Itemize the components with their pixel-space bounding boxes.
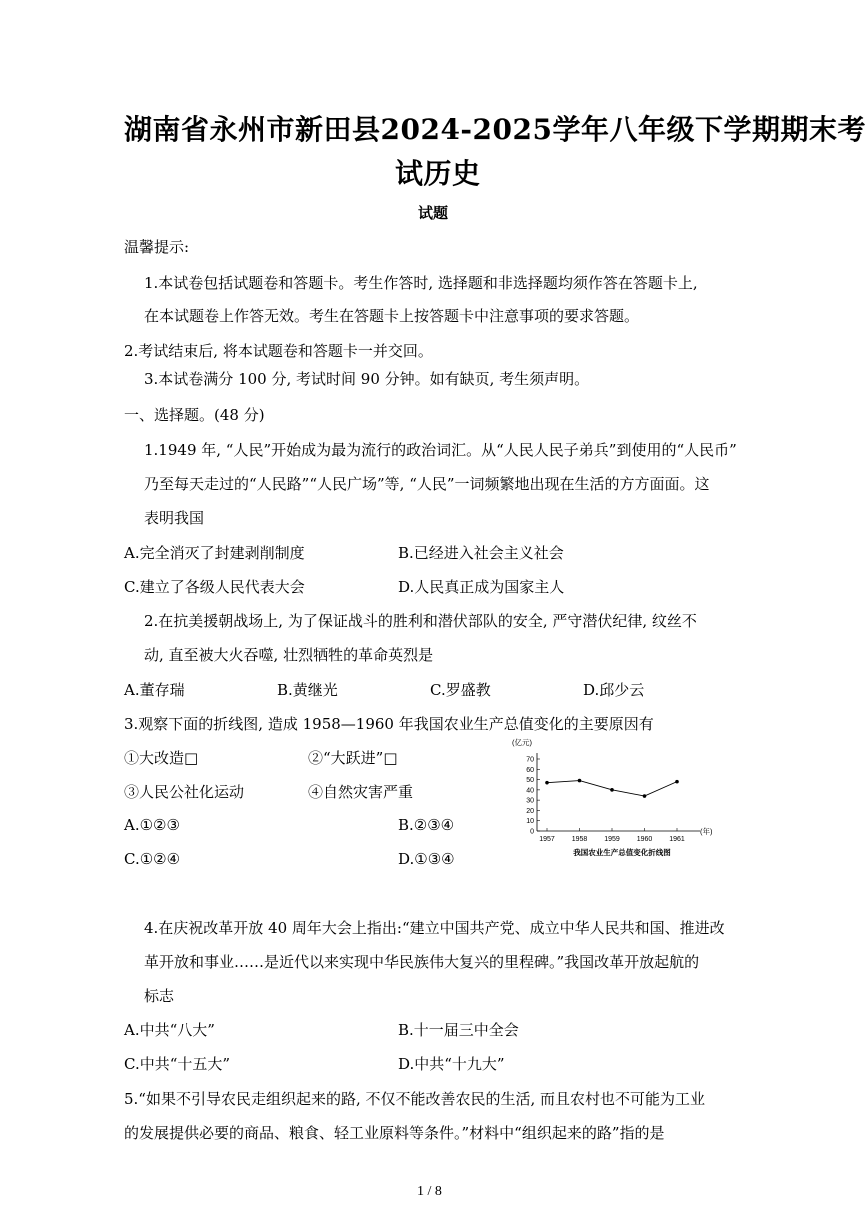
- section-heading: 一、选择题。(48 分): [124, 406, 265, 424]
- page-subtitle: 试题: [418, 204, 449, 222]
- question-1-stem-cont: 乃至每天走过的“人民路”“人民广场”等, “人民”一词频繁地出现在生活的方方面面。这: [144, 475, 710, 493]
- notice-heading: 温馨提示:: [124, 238, 190, 256]
- notice-item-2: 2.考试结束后, 将本试题卷和答题卡一并交回。: [124, 342, 433, 360]
- notice-item-1: 1.本试卷包括试题卷和答题卡。考生作答时, 选择题和非选择题均须作答在答题卡上,: [144, 274, 698, 292]
- chart-x-tick-label: 1961: [669, 836, 685, 843]
- question-3-item-3: ③人民公社化运动: [124, 783, 245, 801]
- question-1-option-d: D.人民真正成为国家主人: [398, 578, 565, 596]
- chart-y-tick-label: 70: [526, 756, 534, 764]
- question-2-stem-cont: 动, 直至被大火吞噬, 壮烈牺牲的革命英烈是: [144, 646, 434, 664]
- chart-y-tick-label: 10: [526, 818, 534, 826]
- question-2-option-c: C.罗盛教: [430, 681, 491, 699]
- question-3-item-2: ②“大跃进”□: [308, 749, 398, 767]
- chart-y-tick-label: 20: [526, 807, 534, 815]
- question-3-item-1: ①大改造□: [124, 749, 199, 767]
- question-3-option-a: A.①②③: [124, 816, 180, 834]
- chart-data-point: [610, 788, 614, 792]
- question-5-stem-cont: 的发展提供必要的商品、粮食、轻工业原料等条件。”材料中“组织起来的路”指的是: [124, 1124, 665, 1142]
- chart-data-point: [643, 794, 647, 798]
- notice-item-1-cont: 在本试题卷上作答无效。考生在答题卡上按答题卡中注意事项的要求答题。: [144, 307, 640, 325]
- chart-y-tick-label: 30: [526, 797, 534, 805]
- question-3-option-c: C.①②④: [124, 850, 181, 868]
- chart-y-unit-label: (亿元): [512, 738, 532, 747]
- chart-y-tick-label: 60: [526, 766, 534, 774]
- page-title-continued: 试历史: [395, 157, 481, 190]
- chart-x-tick-label: 1958: [571, 836, 588, 843]
- chart-data-point: [545, 781, 549, 785]
- page-number: 1 / 8: [417, 1184, 442, 1199]
- question-4-option-b: B.十一届三中全会: [398, 1021, 519, 1039]
- question-2-option-b: B.黄继光: [277, 681, 338, 699]
- question-2-option-a: A.董存瑞: [124, 681, 185, 699]
- question-4-stem-end: 标志: [144, 987, 175, 1005]
- chart-title: 我国农业生产总值变化折线图: [573, 848, 671, 857]
- question-2-option-d: D.邱少云: [583, 681, 645, 699]
- question-3-option-d: D.①③④: [398, 850, 455, 868]
- question-3-stem: 3.观察下面的折线图, 造成 1958—1960 年我国农业生产总值变化的主要原因有: [124, 715, 654, 733]
- question-5-stem: 5.“如果不引导农民走组织起来的路, 不仅不能改善农民的生活, 而且农村也不可能为工业: [124, 1090, 706, 1108]
- question-1-option-a: A.完全消灭了封建剥削制度: [124, 544, 305, 562]
- question-4-stem: 4.在庆祝改革开放 40 周年大会上指出:“建立中国共产党、成立中华人民共和国、推进改: [144, 919, 725, 937]
- page-title: 湖南省永州市新田县2024-2025学年八年级下学期期末考: [124, 113, 866, 146]
- chart-y-tick-label: 50: [526, 777, 534, 785]
- question-3-item-4: ④自然灾害严重: [308, 783, 414, 801]
- question-4-option-c: C.中共“十五大”: [124, 1055, 231, 1073]
- chart-x-unit-label: (年): [700, 827, 713, 836]
- question-1-stem: 1.1949 年, “人民”开始成为最为流行的政治词汇。从“人民人民子弟兵”到使用的“人民币”: [144, 441, 737, 459]
- chart-x-tick-label: 1960: [636, 836, 653, 843]
- agriculture-output-line-chart: [505, 733, 740, 861]
- chart-x-tick-label: 1959: [604, 836, 620, 843]
- chart-y-tick-label: 0: [530, 828, 534, 836]
- chart-x-tick-label: 1957: [539, 836, 555, 843]
- question-4-option-d: D.中共“十九大”: [398, 1055, 505, 1073]
- chart-y-tick-label: 40: [526, 787, 534, 795]
- question-1-option-b: B.已经进入社会主义社会: [398, 544, 564, 562]
- chart-data-point: [578, 779, 582, 783]
- chart-data-point: [675, 780, 679, 784]
- question-4-stem-cont: 革开放和事业……是近代以来实现中华民族伟大复兴的里程碑。”我国改革开放起航的: [144, 953, 700, 971]
- question-4-option-a: A.中共“八大”: [124, 1021, 215, 1039]
- question-1-option-c: C.建立了各级人民代表大会: [124, 578, 305, 596]
- question-2-stem: 2.在抗美援朝战场上, 为了保证战斗的胜利和潜伏部队的安全, 严守潜伏纪律, 纹丝不: [144, 612, 697, 630]
- question-1-stem-end: 表明我国: [144, 509, 205, 527]
- question-3-option-b: B.②③④: [398, 816, 455, 834]
- notice-item-3: 3.本试卷满分 100 分, 考试时间 90 分钟。如有缺页, 考生须声明。: [144, 370, 590, 388]
